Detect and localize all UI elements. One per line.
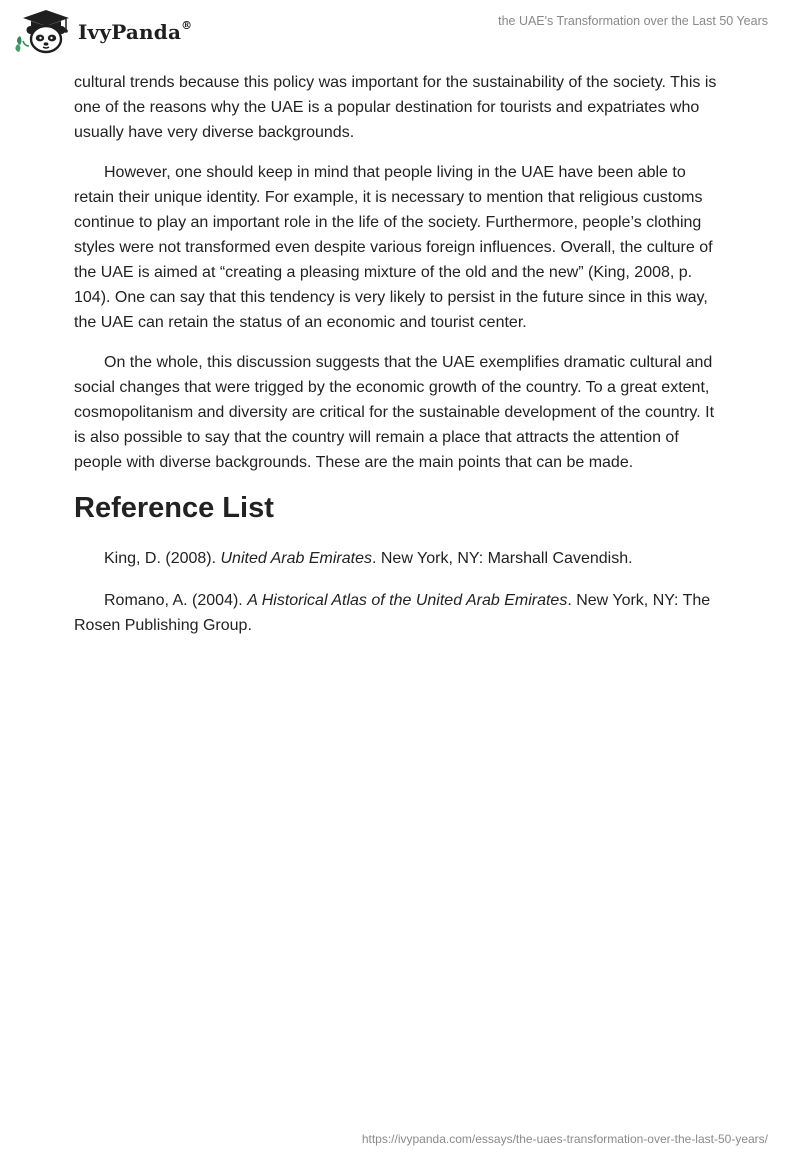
panda-graduate-logo-icon: [14, 8, 72, 54]
document-title: the UAE's Transformation over the Last 50 Years: [498, 14, 768, 28]
brand-name: IvyPanda®: [78, 19, 193, 44]
paragraph-conclusion: On the whole, this discussion suggests that the UAE exemplifies dramatic cultural and social changes that were trigged by the economic growth of the country. To a great extent, cosmopolitanism and diversity are critical for the sustainable development of the country. It is also possible to say that the country will remain a place that attracts the attention of people with diverse backgrounds. These are the main points that can be made.: [74, 354, 715, 471]
reference-item: Romano, A. (2004). A Historical Atlas of the United Arab Emirates. New York, NY: The Rosen Publishing Group.: [74, 592, 711, 634]
reference-list-heading: Reference List: [74, 492, 274, 524]
reference-item: King, D. (2008). United Arab Emirates. New York, NY: Marshall Cavendish.: [104, 550, 633, 567]
footer-source-url[interactable]: https://ivypanda.com/essays/the-uaes-transformation-over-the-last-50-years/: [361, 1132, 768, 1146]
essay-content: [74, 70, 724, 655]
page-header: [0, 0, 800, 70]
paragraph-identity: However, one should keep in mind that people living in the UAE have been able to retain their unique identity. For example, it is necessary to mention that religious customs continue to play an important role in the life of the society. Furthermore, people’s clothing styles were not transformed even despite various foreign influences. Overall, the culture of the UAE is aimed at “creating a pleasing mixture of the old and the new” (King, 2008, p. 104). One can say that this tendency is very likely to persist in the future since in this way, the UAE can retain the status of an economic and tourist center.: [74, 164, 713, 331]
paragraph-continuation: cultural trends because this policy was important for the sustainability of the society. This is one of the reasons why the UAE is a popular destination for tourists and expatriates who usually have very diverse backgrounds.: [74, 74, 717, 141]
ivypanda-logo-link[interactable]: [14, 8, 192, 54]
